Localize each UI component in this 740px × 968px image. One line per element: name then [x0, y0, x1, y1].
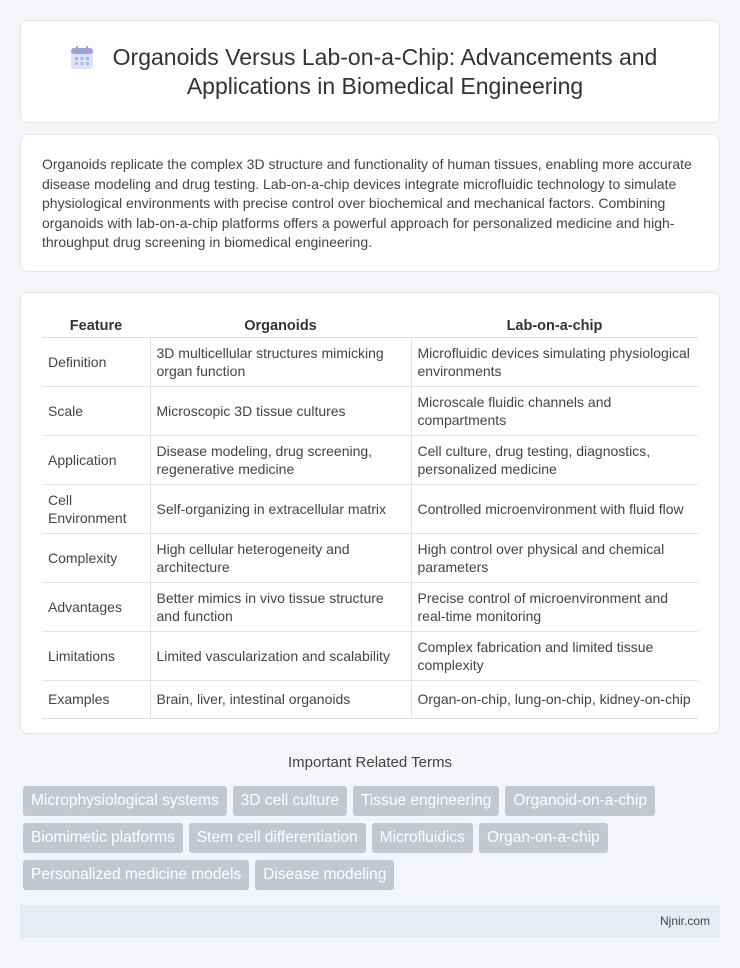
header-feature: Feature	[42, 315, 150, 337]
table-row	[42, 386, 698, 435]
title-card	[20, 20, 720, 123]
feature-cell: Application	[42, 435, 150, 484]
organoids-cell: Disease modeling, drug screening, regenerative medicine	[150, 435, 411, 484]
feature-cell: Limitations	[42, 631, 150, 680]
header-organoids: Organoids	[150, 315, 411, 337]
lab-on-a-chip-cell: Cell culture, drug testing, diagnostics, personalized medicine	[411, 435, 698, 484]
organoids-cell: Brain, liver, intestinal organoids	[150, 680, 411, 718]
term-tag[interactable]: Tissue engineering	[353, 786, 499, 816]
organoids-cell: 3D multicellular structures mimicking organ function	[150, 337, 411, 386]
intro-paragraph: Organoids replicate the complex 3D structure and functionality of human tissues, enabling more accurate disease modeling and drug testing. Lab-on-a-chip devices integrate microfluidic technology to simulate physiological environments with precise control over biochemical and mechanical factors. Combining organoids with lab-on-a-chip platforms offers a powerful approach for personalized medicine and high-throughput drug screening in biomedical engineering.	[42, 156, 692, 251]
term-tag[interactable]: Stem cell differentiation	[189, 823, 366, 853]
term-tag[interactable]: Microphysiological systems	[23, 786, 227, 816]
feature-cell: Complexity	[42, 533, 150, 582]
table-row	[42, 337, 698, 386]
header-lab-on-a-chip: Lab-on-a-chip	[411, 315, 698, 337]
table-row	[42, 582, 698, 631]
lab-on-a-chip-cell: Complex fabrication and limited tissue complexity	[411, 631, 698, 680]
lab-on-a-chip-cell: Precise control of microenvironment and real-time monitoring	[411, 582, 698, 631]
term-tag[interactable]: Organoid-on-a-chip	[505, 786, 655, 816]
term-tag[interactable]: Biomimetic platforms	[23, 823, 183, 853]
organoids-cell: Better mimics in vivo tissue structure and function	[150, 582, 411, 631]
lab-on-a-chip-cell: High control over physical and chemical parameters	[411, 533, 698, 582]
term-tag[interactable]: Microfluidics	[372, 823, 473, 853]
feature-cell: Cell Environment	[42, 484, 150, 533]
related-terms-heading: Important Related Terms	[288, 754, 452, 771]
organoids-cell: Limited vascularization and scalability	[150, 631, 411, 680]
table-header-row	[42, 315, 698, 337]
page-title: Organoids Versus Lab-on-a-Chip: Advancements and Applications in Biomedical Engineering	[112, 44, 658, 99]
comparison-card	[20, 292, 720, 734]
organoids-cell: Microscopic 3D tissue cultures	[150, 386, 411, 435]
lab-on-a-chip-cell: Controlled microenvironment with fluid flow	[411, 484, 698, 533]
organoids-cell: High cellular heterogeneity and architecture	[150, 533, 411, 582]
table-row	[42, 533, 698, 582]
table-row	[42, 435, 698, 484]
term-tag[interactable]: 3D cell culture	[233, 786, 347, 816]
lab-on-a-chip-cell: Organ-on-chip, lung-on-chip, kidney-on-chip	[411, 680, 698, 718]
table-row	[42, 631, 698, 680]
feature-cell: Examples	[42, 680, 150, 718]
footer-site-name[interactable]: Njnir.com	[659, 914, 710, 928]
feature-cell: Scale	[42, 386, 150, 435]
term-tag[interactable]: Disease modeling	[255, 860, 394, 890]
term-tag[interactable]: Personalized medicine models	[23, 860, 249, 890]
feature-cell: Advantages	[42, 582, 150, 631]
feature-cell: Definition	[42, 337, 150, 386]
lab-on-a-chip-cell: Microfluidic devices simulating physiological environments	[411, 337, 698, 386]
table-row	[42, 484, 698, 533]
related-terms-list	[23, 786, 723, 890]
term-tag[interactable]: Organ-on-a-chip	[479, 823, 608, 853]
intro-card	[20, 134, 720, 272]
organoids-cell: Self-organizing in extracellular matrix	[150, 484, 411, 533]
table-row	[42, 680, 698, 718]
footer-bar	[20, 905, 720, 938]
lab-on-a-chip-cell: Microscale fluidic channels and compartments	[411, 386, 698, 435]
comparison-table	[42, 315, 698, 719]
